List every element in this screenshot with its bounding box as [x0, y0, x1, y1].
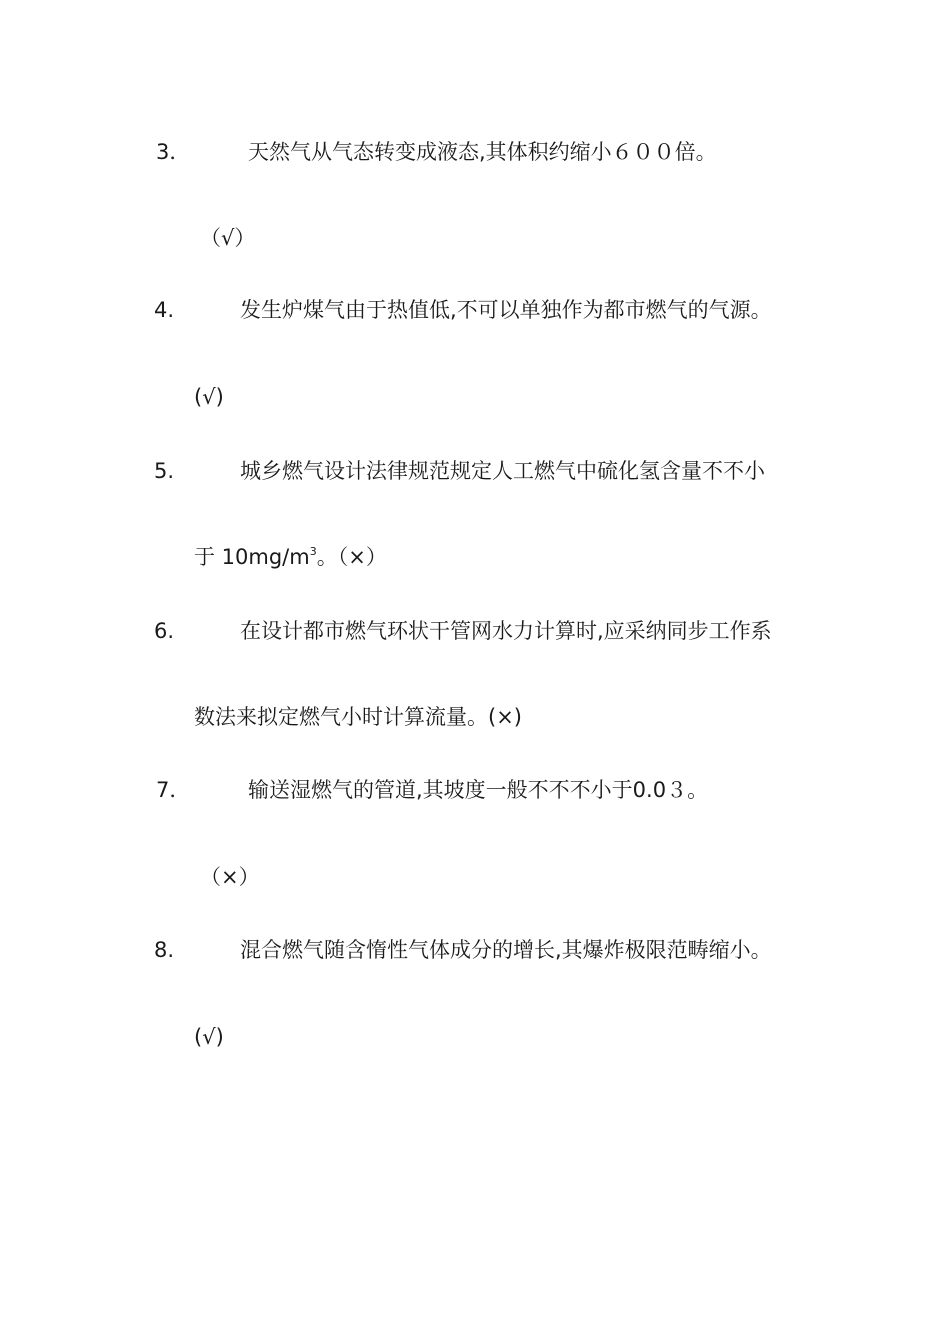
question-number: 7．: [156, 778, 191, 802]
answer-mark: [194, 1023, 224, 1051]
question-number: 8.: [154, 938, 175, 962]
question-number: 6.: [154, 619, 175, 643]
continuation-text: 数法来拟定燃气小时计算流量。(×): [194, 705, 522, 729]
question-number: 4.: [154, 298, 175, 322]
answer-text: （√）: [200, 226, 256, 250]
answer-text: (√): [194, 1025, 224, 1049]
question-text: 天然气从气态转变成液态,其体积约缩小６００倍。: [248, 140, 717, 164]
question-continuation: [194, 703, 522, 731]
continuation-prefix: 于 10mg/m: [194, 545, 310, 569]
superscript-exponent: 3: [309, 545, 317, 558]
answer-text: （×）: [200, 865, 260, 889]
question-text: 在设计都市燃气环状干管网水力计算时,应采纳同步工作系: [240, 619, 772, 643]
question-text: 输送湿燃气的管道,其坡度一般不不不小于0.0３。: [248, 778, 709, 802]
answer-mark: [194, 383, 224, 411]
continuation-suffix: 。（×）: [316, 545, 387, 569]
answer-mark: [200, 863, 260, 891]
question-text: 混合燃气随含惰性气体成分的增长,其爆炸极限范畴缩小。: [240, 938, 772, 962]
question-text: 发生炉煤气由于热值低,不可以单独作为都市燃气的气源。: [240, 298, 772, 322]
question-number: 3．: [156, 140, 191, 164]
answer-mark: [200, 224, 255, 252]
question-text: 城乡燃气设计法律规范规定人工燃气中硫化氢含量不不小: [240, 459, 765, 483]
answer-text: (√): [194, 385, 224, 409]
question-continuation: [194, 543, 387, 571]
question-number: 5.: [154, 459, 175, 483]
